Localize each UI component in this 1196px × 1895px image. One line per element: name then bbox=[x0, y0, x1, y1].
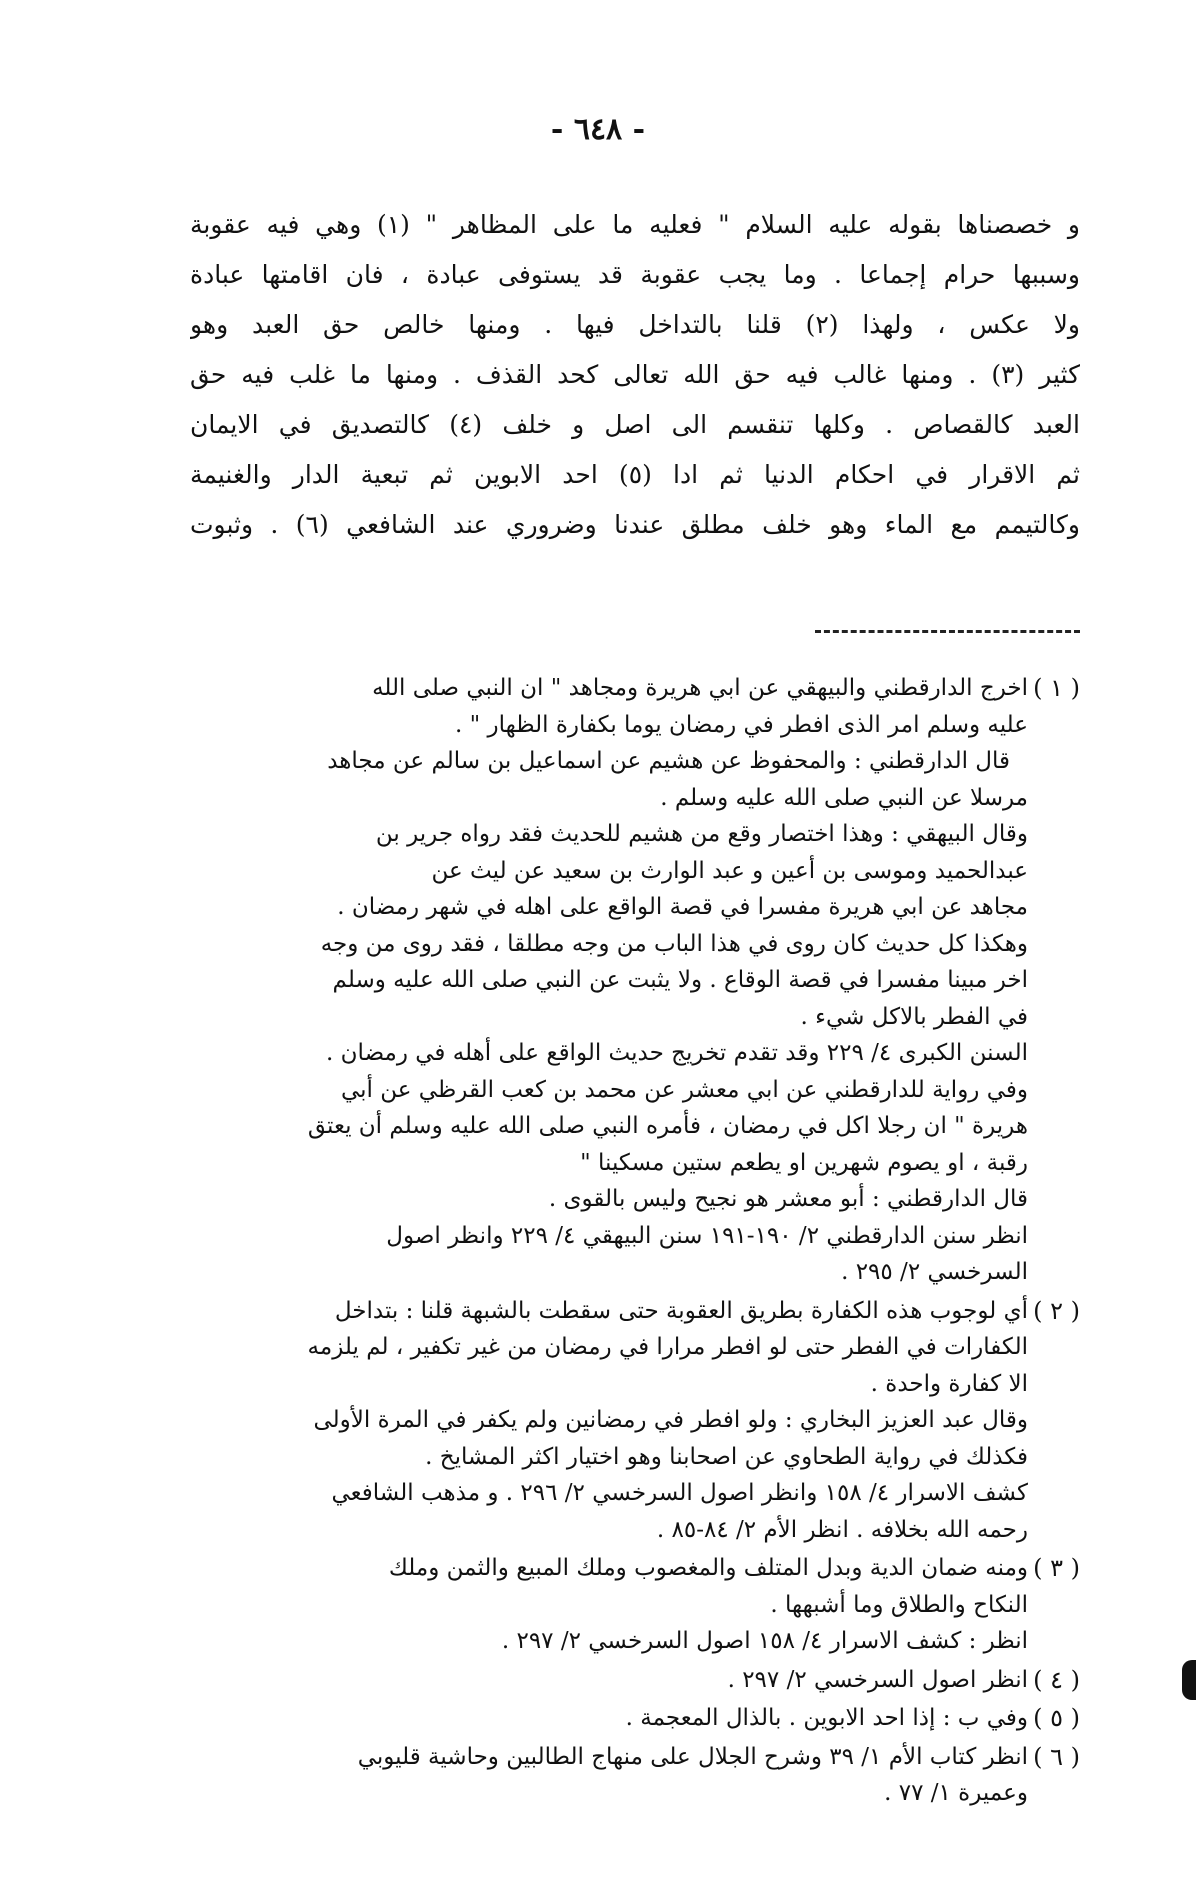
footnote-body bbox=[160, 1662, 1028, 1699]
footnote bbox=[160, 670, 1080, 1291]
footnote-body bbox=[160, 1700, 1028, 1737]
footnote-line: عليه وسلم امر الذى افطر في رمضان يوما بكفارة الظهار " . bbox=[455, 711, 1028, 738]
footnote-body bbox=[160, 1550, 1028, 1660]
footnote-number: ( ٤ ) bbox=[1033, 1665, 1080, 1694]
footnote-line: السرخسي ٢/ ٢٩٥ . bbox=[841, 1259, 1028, 1285]
footnote-body bbox=[160, 1739, 1028, 1812]
footnote-line: انظر سنن الدارقطني ٢/ ١٩٠-١٩١ سنن البيهقي ٤/ ٢٢٩ وانظر اصول bbox=[386, 1222, 1028, 1249]
footnote-number: ( ٦ ) bbox=[1033, 1742, 1080, 1771]
main-text bbox=[190, 200, 1080, 550]
main-text-line: العبد كالقصاص . وكلها تنقسم الى اصل و خلف (٤) كالتصديق في الايمان bbox=[190, 410, 1080, 439]
footnote-line: عبدالحميد وموسى بن أعين و عبد الوارث بن سعيد عن ليث عن bbox=[431, 857, 1028, 884]
footnote-line: فكذلك في رواية الطحاوي عن اصحابنا وهو اختيار اكثر المشايخ . bbox=[425, 1443, 1028, 1470]
footnote-separator bbox=[815, 630, 1080, 633]
footnote-line: ومنه ضمان الدية وبدل المتلف والمغصوب وملك المبيع والثمن وملك bbox=[388, 1555, 1028, 1581]
footnote-line: كشف الاسرار ٤/ ١٥٨ وانظر اصول السرخسي ٢/ ٢٩٦ . و مذهب الشافعي bbox=[331, 1480, 1028, 1506]
footnote-body bbox=[160, 670, 1028, 1291]
footnote-line: رقبة ، او يصوم شهرين او يطعم ستين مسكينا " bbox=[580, 1149, 1028, 1176]
page-number: - ٦٤٨ - bbox=[550, 112, 646, 147]
footnote-line: انظر : كشف الاسرار ٤/ ١٥٨ اصول السرخسي ٢/ ٢٩٧ . bbox=[501, 1628, 1028, 1654]
footnote-line: هريرة " ان رجلا اكل في رمضان ، فأمره النبي صلى الله عليه وسلم أن يعتق bbox=[307, 1113, 1028, 1139]
footnote-line: في الفطر بالاكل شيء . bbox=[800, 1003, 1028, 1030]
footnote bbox=[160, 1293, 1080, 1549]
footnote-line: وعميرة ١/ ٧٧ . bbox=[884, 1780, 1028, 1806]
main-text-line: ولا عكس ، ولهذا (٢) قلنا بالتداخل فيها . ومنها خالص حق العبد وهو bbox=[190, 310, 1080, 339]
footnote-line: الكفارات في الفطر حتى لو افطر مرارا في رمضان من غير تكفير ، لم يلزمه bbox=[307, 1334, 1028, 1360]
page-edge-mark bbox=[1182, 1660, 1196, 1700]
footnote-line: انظر اصول السرخسي ٢/ ٢٩٧ . bbox=[727, 1666, 1028, 1693]
footnote-line: انظر كتاب الأم ١/ ٣٩ وشرح الجلال على منهاج الطالبين وحاشية قليوبي bbox=[357, 1743, 1028, 1770]
main-text-line: وسببها حرام إجماعا . وما يجب عقوبة قد يستوفى عبادة ، فان اقامتها عبادة bbox=[190, 260, 1080, 289]
footnote bbox=[160, 1739, 1080, 1812]
footnote bbox=[160, 1662, 1080, 1699]
footnote-number: ( ٥ ) bbox=[1033, 1704, 1080, 1732]
footnote-line: وفي ب : إذا احد الابوين . بالذال المعجمة . bbox=[625, 1705, 1028, 1731]
footnote-line: رحمه الله بخلافه . انظر الأم ٢/ ٨٤-٨٥ . bbox=[656, 1516, 1028, 1543]
footnote-number: ( ٢ ) bbox=[1033, 1296, 1080, 1325]
footnote-line: وقال البيهقي : وهذا اختصار وقع من هشيم للحديث فقد رواه جرير بن bbox=[375, 821, 1028, 847]
footnotes bbox=[160, 670, 1080, 1814]
footnote-line: اخر مبينا مفسرا في قصة الوقاع . ولا يثبت عن النبي صلى الله عليه وسلم bbox=[332, 967, 1028, 993]
footnote-line: أي لوجوب هذه الكفارة بطريق العقوبة حتى سقطت بالشبهة قلنا : بتداخل bbox=[334, 1297, 1028, 1324]
footnote-number: ( ١ ) bbox=[1033, 674, 1080, 702]
footnote bbox=[160, 1550, 1080, 1660]
footnote-line: الا كفارة واحدة . bbox=[870, 1370, 1028, 1397]
footnote-line: السنن الكبرى ٤/ ٢٢٩ وقد تقدم تخريج حديث الواقع على أهله في رمضان . bbox=[326, 1040, 1028, 1066]
footnote-number: ( ٣ ) bbox=[1033, 1554, 1080, 1582]
footnote-line: قال الدارقطني : والمحفوظ عن هشيم عن اسماعيل بن سالم عن مجاهد bbox=[327, 748, 1010, 774]
footnote-line: قال الدارقطني : أبو معشر هو نجيح وليس بالقوى . bbox=[548, 1186, 1028, 1212]
footnote-line: مرسلا عن النبي صلى الله عليه وسلم . bbox=[660, 784, 1028, 811]
main-text-line: و خصصناها بقوله عليه السلام " فعليه ما على المظاهر " (١) وهي فيه عقوبة bbox=[190, 210, 1080, 239]
footnote-line: وفي رواية للدارقطني عن ابي معشر عن محمد بن كعب القرظي عن أبي bbox=[340, 1076, 1028, 1103]
footnote-line: وهكذا كل حديث كان روى في هذا الباب من وجه مطلقا ، فقد روى من وجه bbox=[320, 930, 1028, 957]
main-text-line: ثم الاقرار في احكام الدنيا ثم ادا (٥) احد الابوين ثم تبعية الدار والغنيمة bbox=[190, 460, 1080, 489]
main-text-line: وكالتيمم مع الماء وهو خلف مطلق عندنا وضروري عند الشافعي (٦) . وثبوت bbox=[190, 510, 1080, 539]
footnote-body bbox=[160, 1293, 1028, 1549]
footnote-line: وقال عبد العزيز البخاري : ولو افطر في رمضانين ولم يكفر في المرة الأولى bbox=[313, 1407, 1028, 1433]
footnote-line: مجاهد عن ابي هريرة مفسرا في قصة الواقع على اهله في شهر رمضان . bbox=[337, 894, 1028, 920]
footnote bbox=[160, 1700, 1080, 1737]
main-text-line: كثير (٣) . ومنها غالب فيه حق الله تعالى كحد القذف . ومنها ما غلب فيه حق bbox=[190, 360, 1080, 389]
footnote-line: اخرج الدارقطني والبيهقي عن ابي هريرة ومجاهد " ان النبي صلى الله bbox=[372, 675, 1028, 701]
footnote-line: النكاح والطلاق وما أشبهها . bbox=[770, 1591, 1028, 1618]
